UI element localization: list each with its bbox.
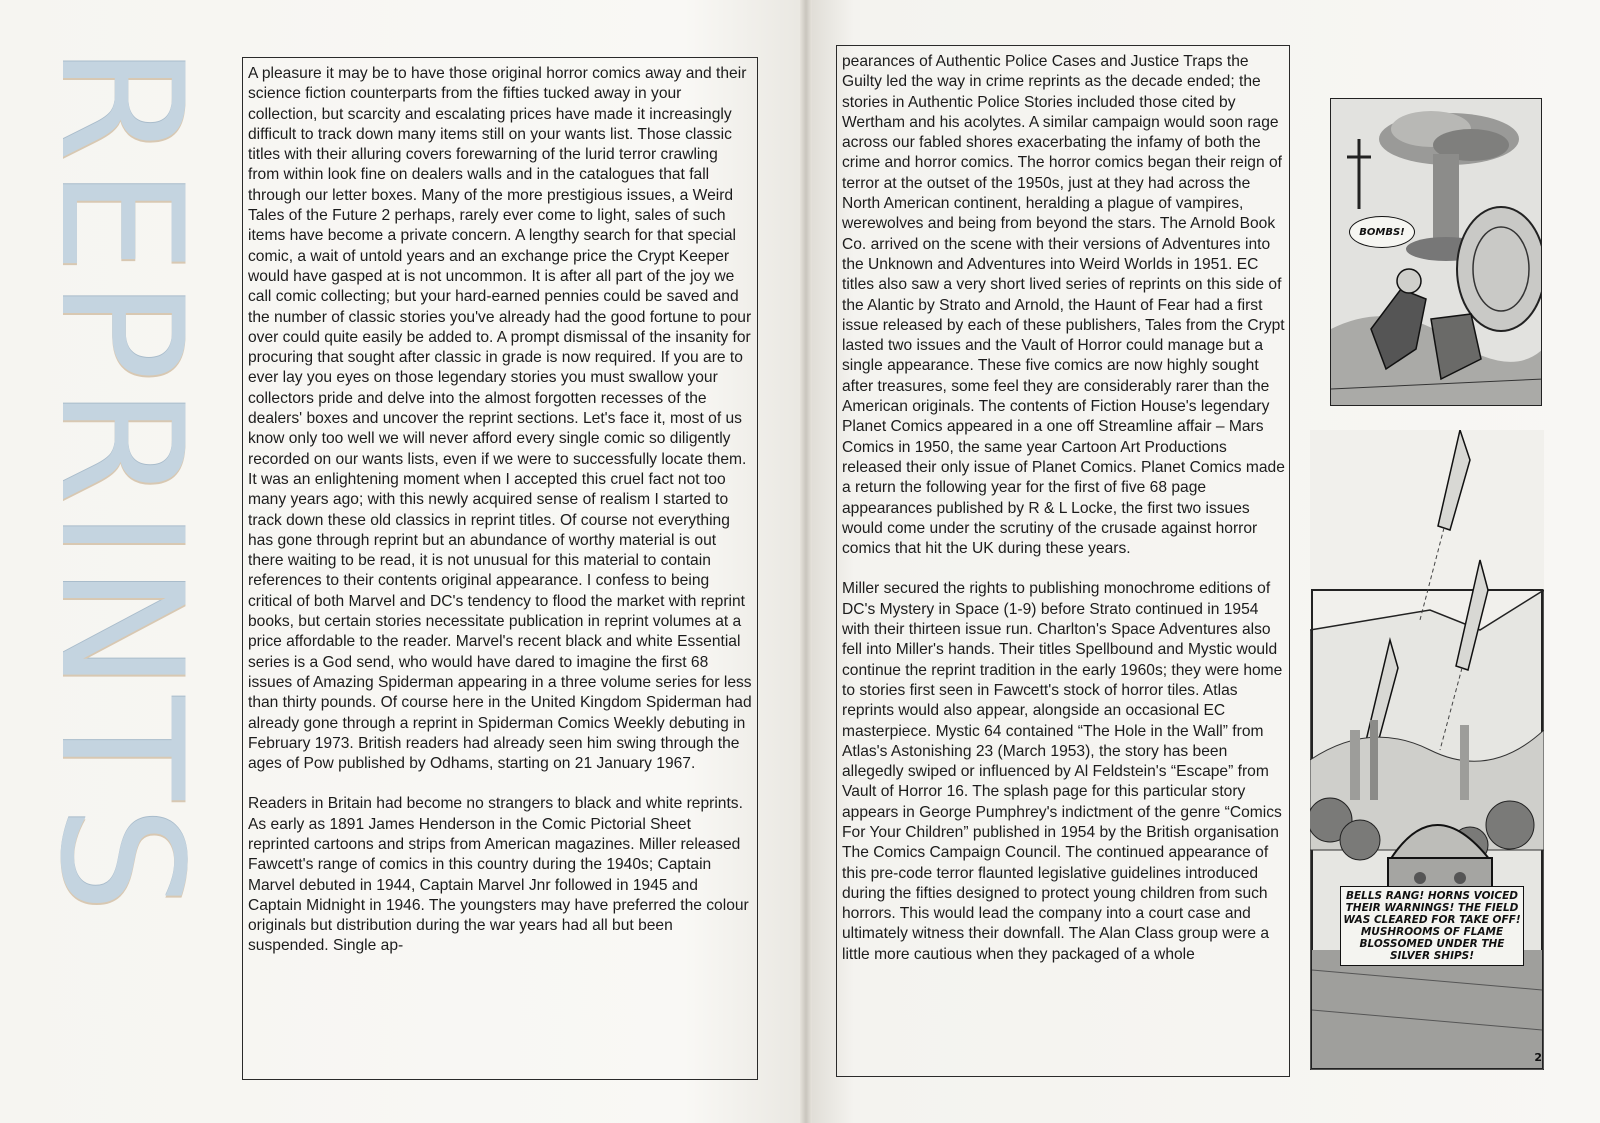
comic-panel-rockets [1310,430,1544,1070]
right-paragraph-1: pearances of Authentic Police Cases and Justice Traps the Guilty led the way in crime reprints as the decade ended; the stories in Authentic Police Stories included those cited by Wertham and his acolytes. A similar campaign would soon rage across our fabled shores exacerbating the infamy of both the crime and horror comics. The horror comics began their reign of terror at the outset of the 1950s, just at they had across the North American continent, heralding a plague of vampires, werewolves and being from beyond the stars. The Arnold Book Co. arrived on the scene with their versions of Adventures into the Unknown and Adventures into Weird Worlds in 1951. EC titles also saw a very short lived series of reprints on this side of the Alantic by Strato and Arnold, the Haunt of Fear had a first issue released by each of these publishers, Tales from the Crypt lasted two issues and the Vault of Horror could manage but a single appearance. These five comics are now highly sought after treasures, some feel they are considerably rarer than the American originals. The contents of Fiction House's legendary Planet Comics appeared in a one off Streamline affair – Mars Comics in 1950, the same year Cartoon Art Productions released their only issue of Planet Comics. Planet Comics made a return the following year for the first of five 68 page appearances published by R & L Locke, the first two issues would come under the scrutiny of the crusade against horror comics that hit the UK during these years. [842,53,1285,558]
left-text-column [242,57,758,1080]
page-gutter [800,0,812,1123]
right-paragraph-2: Miller secured the rights to publishing monochrome editions of DC's Mystery in Space (1-9) before Strato continued in 1954 with their thirteen issue run. Charlton's Space Adventures also fell into Miller's hands. Their titles Spellbound and Mystic would continue the reprint tradition in the early 1960s; they were home to stories first seen in Fawcett's stock of horror tiles. Atlas reprints would also appear, alongside an occasional EC masterpiece. Mystic 64 contained “The Hole in the Wall” from Atlas's Astonishing 23 (March 1953), the story has been allegedly swiped or influenced by Al Feldstein's “Escape” from Vault of Horror 16. The splash page for this particular story appears in George Pumphrey's indictment of the genre “Comics For Your Children” published in 1954 by the British organisation The Comics Campaign Council. The continued appearance of this pre-code terror flaunted legislative guidelines introduced during the fifties designed to protect young children from such horrors. This would lead the company into a court case and ultimately witness their downfall. The Alan Class group were a little more cautious when they packaged of a whole [842,580,1283,963]
bomb-explosion-illustration [1331,99,1542,406]
left-paragraph-2: Readers in Britain had become no strangers to black and white reprints. As early as 1891 James Henderson in the Comic Pictorial Sheet reprinted cartoons and strips from American magazines. Miller released Fawcett's range of comics in this country during the 1940s; Captain Marvel debuted in 1944, Captain Marvel Jnr followed in 1945 and Captain Midnight in 1946. The youngsters may have preferred the colour originals but distribution during the war years had all but been suspended. Single ap- [248,795,749,955]
comic-caption: BELLS RANG! HORNS VOICED THEIR WARNINGS! THE FIELD WAS CLEARED FOR TAKE OFF! MUSHROOMS OF FLAME BLOSSOMED UNDER THE SILVER SHIPS! [1340,886,1524,966]
rocket-launch-illustration [1310,430,1544,1070]
panel-page-number: 2 [1534,1051,1542,1064]
vertical-heading: REPRINTS [23,45,219,919]
right-text-column [836,45,1290,1077]
left-paragraph-1: A pleasure it may be to have those original horror comics away and their science fiction counterparts from the fifties tucked away in your collection, but scarcity and escalating prices have made it increasingly difficult to track down many items still on your wants list. Those classic titles with their alluring covers forewarning of the lurid terror crawling from within look fine on dealers walls and in the catalogues that fall through our letter boxes. Many of the more prestigious issues, a Weird Tales of the Future 2 perhaps, rarely ever come to light, sales of such items have become a private concern. A lengthy search for that special comic, a wait of untold years and an exchange price the Crypt Keeper would have gasped at is not uncommon. It is after all part of the joy we call comic collecting; but your hard-earned pennies could be saved and the number of classic stories you've already had the good fortune to pour over could quite easily be added to. A prompt dismissal of the insanity for procuring that sought after classic in grade is now required. If you are to ever lay you eyes on those legendary stories you must swallow your collectors pride and delve into the almost forgotten recesses of the dealers' boxes and uncover the reprint sections. Let's face it, most of us know only too well we will never afford every single comic so diligently recorded on our wants lists, even if we were to successfully locate them. It was an enlightening moment when I accepted this cruel fact not too many years ago; with this newly acquired sense of realism I started to track down these old classics in reprint titles. Of course not everything has gone through reprint but an abundance of worthy material is out there waiting to be read, it is not unusual for this material to contain references to their contents original appearance. I confess to being critical of both Marvel and DC's tendency to flood the market with reprint books, but certain stories necessitate publication in reprint volumes at a price affordable to the reader. Marvel's recent black and white Essential series is a God send, who would have dared to imagine the first 68 issues of Amazing Spiderman appearing in a three volume series for less than thirty pounds. Of course here in the United Kingdom Spiderman had already gone through a reprint in Spiderman Comics Weekly debuting in February 1973. British readers had already seen him swing through the ages of Pow published by Odhams, starting on 21 January 1967. [248,65,752,773]
comic-panel-bombs [1330,98,1542,406]
speech-bubble: BOMBS! [1349,216,1415,248]
